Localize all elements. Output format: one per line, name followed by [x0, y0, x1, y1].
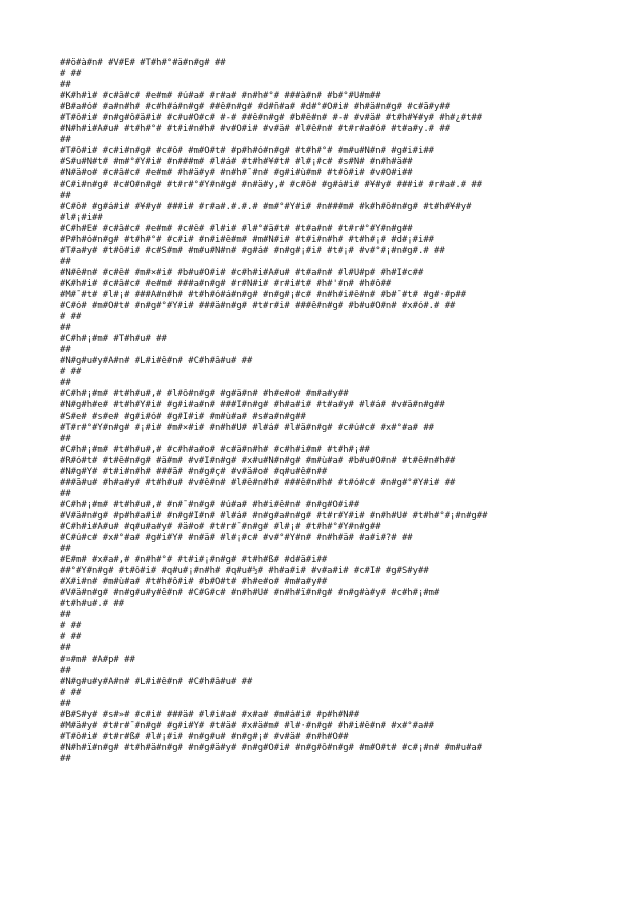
text-line: ##°#Ÿ#n#g# #t#ô#i# #q#u#¡#n#h# #q#u#½# #h#a#i# #v#a#i# #c#Î# #g#S#y## — [60, 566, 429, 577]
text-line: #V#ä#n#g# #p#h#a#i# #n#g#Î#n# #l#á# #n#g#a#n#g# #t#r#Ÿ#i# #n#h#Û# #t#h#°#¡#n#g## — [60, 510, 488, 521]
text-line: #¤#m# #Ã#p# ## — [60, 654, 135, 665]
text-line: ## — [60, 753, 71, 764]
text-line: ## — [60, 135, 71, 146]
text-line: ## — [60, 698, 71, 709]
text-line: #C#ú#c# #x#°#a# #g#i#Ÿ# #n#ä# #l#¡#c# #v#°#Ÿ#n# #n#h#ä# #a#i#?# ## — [60, 533, 413, 544]
text-line: #T#ô#i# #t#r#ß# #l#¡#i# #n#g#u# #n#g#¡# #v#ä# #n#h#Ö## — [60, 731, 349, 742]
text-line: #N#g#h#e# #t#h#Ÿ#i# #g#i#a#n# ###Î#n#g# #h#a#i# #t#a#y# #l#á# #v#ä#n#g## — [60, 400, 445, 411]
text-line: ## — [60, 323, 71, 334]
text-line: #X#i#n# #m#ù#a# #t#h#ô#i# #b#Ö#t# #h#e#o# #m#a#y## — [60, 577, 328, 588]
text-line: #K#h#ì# #c#â#c# #e#m# #ú#a# #r#a# #n#h#°# ###à#n# #b#°#Û#m## — [60, 91, 381, 102]
text-line: ## — [60, 378, 71, 389]
text-line: #N#g#u#y#Ã#n# #L#i#ê#n# #C#h#â#u# ## — [60, 676, 253, 687]
text-line: #T#a#y# #t#ô#i# #c#S#m# #m#u#Ñ#n# #g#á# #n#g#¡#i# #t#¡# #v#°#¡#n#g#.# ## — [60, 245, 445, 256]
text-line: #K#h#i# #c#â#c# #e#m# ###a#n#g# #r#Ñ#i# #r#i#t# #h#'#n# #h#ô## — [60, 278, 392, 289]
text-line: #N#h#i#Ã#u# #t#h#°# #t#i#n#h# #v#Ö#i# #v#ä# #l#ê#n# #t#r#a#ó# #t#a#y.# ## — [60, 124, 451, 135]
text-line: ## — [60, 80, 71, 91]
text-line: ## — [60, 488, 71, 499]
text-line: ## — [60, 643, 71, 654]
text-line: ###ã#u# #h#a#y# #t#h#u# #v#ê#n# #l#ê#n#h# ###ê#n#h# #t#ó#c# #n#g#°#Ÿ#i# ## — [60, 477, 456, 488]
text-line: ## — [60, 433, 71, 444]
text-line: #T#r#°#Ÿ#n#g# #¡#i# #m#×#i# #n#h#Û# #l#á# #l#ä#n#g# #c#ú#c# #x#°#a# ## — [60, 422, 435, 433]
text-line: #C#h#¡#m# #t#h#u#,# #l#ô#n#g# #g#ä#n# #h#e#o# #m#a#y## — [60, 389, 349, 400]
text-line: ## — [60, 190, 71, 201]
text-line: #S#u#Ñ#t# #m#°#Ÿ#i# #n###m# #l#á# #t#h#¥#t# #l#¡#c# #s#Ñ# #n#h#ä## — [60, 157, 413, 168]
text-line: # ## — [60, 621, 82, 632]
text-line: ## — [60, 665, 71, 676]
text-line: ## — [60, 610, 71, 621]
text-line: # ## — [60, 69, 82, 80]
text-line: #C#h#¡#m# #t#h#u#,# #n#¯#n#g# #ú#a# #h#i#ê#n# #n#g#Ö#i## — [60, 499, 360, 510]
document-text-body — [60, 58, 630, 765]
text-line: #l#¡#i## — [60, 212, 103, 223]
text-line: #N#g#Ÿ# #t#i#n#h# ###ã# #n#g#ç# #v#ä#o# #q#u#ê#n## — [60, 466, 328, 477]
text-line: #Ê#m# #x#a#,# #n#h#°# #t#i#¡#n#g# #t#h#ß# #d#ä#i## — [60, 555, 328, 566]
text-line: #B#a#ó# #a#n#h# #c#h#á#n#g# ##ê#n#g# #d#ñ#a# #d#°#Ö#i# #h#ä#n#g# #c#ã#y## — [60, 102, 451, 113]
text-line: #C#h#i#Ã#u# #q#u#a#y# #ä#o# #t#r#¯#n#g# #l#¡# #t#h#°#Ÿ#n#g## — [60, 521, 381, 532]
text-line: #P#h#ó#n#g# #t#h#°# #c#i# #n#i#ê#m# #m#Ñ#i# #t#i#n#h# #t#h#¡# #d#¡#i## — [60, 234, 435, 245]
text-line: #T#ô#i# #n#g#ô#ä#i# #c#u#Ö#c# #-# ##ê#n#g# #b#ê#n# #-# #v#ä# #t#h#¥#y# #h#¿#t## — [60, 113, 483, 124]
text-line: #S#e# #s#e# #g#i#ó# #g#Î#i# #m#ù#a# #s#a#n#g## — [60, 411, 306, 422]
text-line: # ## — [60, 367, 82, 378]
text-line: #C#h#¡#m# #T#h#u# ## — [60, 334, 167, 345]
text-line: # ## — [60, 632, 82, 643]
text-line: ##ö#à#n# #V#Ê# #T#h#°#ä#n#g# ## — [60, 58, 226, 68]
text-line: #N#ê#n# #c#ê# #m#×#i# #b#u#Ö#i# #c#h#i#Ã#u# #t#a#n# #l#Û#p# #h#Î#c## — [60, 267, 424, 278]
text-line: ## — [60, 256, 71, 267]
text-line: #V#ä#n#g# #n#g#u#y#ê#n# #C#G#c# #n#h#Û# #n#h#ï#n#g# #n#g#à#y# #c#h#¡#m# — [60, 588, 440, 599]
text-line: #T#ô#i# #c#i#n#g# #c#ô# #m#Ö#t# #p#h#ó#n#g# #t#h#°# #m#u#Ñ#n# #g#i#i## — [60, 146, 435, 157]
text-line: #N#ä#o# #c#â#c# #e#m# #h#ä#y# #n#h#¯#n# #g#i#ù#m# #t#ô#i# #v#Ö#i## — [60, 168, 413, 179]
text-line: #R#ó#t# #t#ê#n#g# #ä#m# #v#Î#n#g# #x#u#Ñ#n#g# #m#ù#a# #b#u#Ö#n# #t#ê#n#h## — [60, 455, 456, 466]
text-line: #C#i#n#g# #c#Ö#n#g# #t#r#°#Ÿ#n#g# #n#ä#y,# #c#ô# #g#á#i# #¥#y# ###i# #r#a#.# ## — [60, 179, 483, 190]
text-line: #M#¯#t# #l#¡# ###Ã#n#h# #t#h#ó#á#n#g# #n#g#¡#c# #n#h#i#ê#n# #b#¯#t# #g#·#p## — [60, 289, 467, 300]
text-line: ## — [60, 544, 71, 555]
text-line: #N#g#u#y#Ã#n# #L#i#ê#n# #C#h#â#u# ## — [60, 356, 253, 367]
text-line: #C#h#¡#m# #t#h#u#,# #c#h#a#o# #c#ä#n#h# #c#h#i#m# #t#h#¡## — [60, 444, 370, 455]
text-line: #M#ä#y# #t#r#¯#n#g# #g#i#Ÿ# #t#ä# #x#ä#m# #l#·#n#g# #h#i#ê#n# #x#°#a## — [60, 720, 435, 731]
text-line: ## — [60, 345, 71, 356]
text-line: #t#h#u#.# ## — [60, 599, 125, 610]
text-line: # ## — [60, 687, 82, 698]
text-line: #C#h#Ê# #c#â#c# #e#m# #c#ê# #l#i# #l#°#ä#t# #t#a#n# #t#r#°#Ÿ#n#g## — [60, 223, 413, 234]
text-line: #N#h#ï#n#g# #t#h#ä#n#g# #n#g#ä#y# #n#g#Ó#i# #n#g#ô#n#g# #m#Ö#t# #c#¡#n# #m#u#a# — [60, 742, 483, 753]
text-line: #C#ô# #g#á#i# #¥#y# ###i# #r#a#.#.#.# #m#°#Ÿ#i# #n###m# #k#h#ô#n#g# #t#h#¥#y# — [60, 201, 472, 212]
text-line: # ## — [60, 312, 82, 323]
text-line: #B#S#y# #s#»# #c#i# ###ä# #l#i#a# #x#a# #m#á#i# #p#h#Ñ## — [60, 709, 360, 720]
text-line: #C#ó# #m#Ö#t# #n#g#°#Ÿ#i# ###ä#n#g# #t#r#i# ###ê#n#g# #b#u#Ö#n# #x#ó#.# ## — [60, 301, 456, 312]
